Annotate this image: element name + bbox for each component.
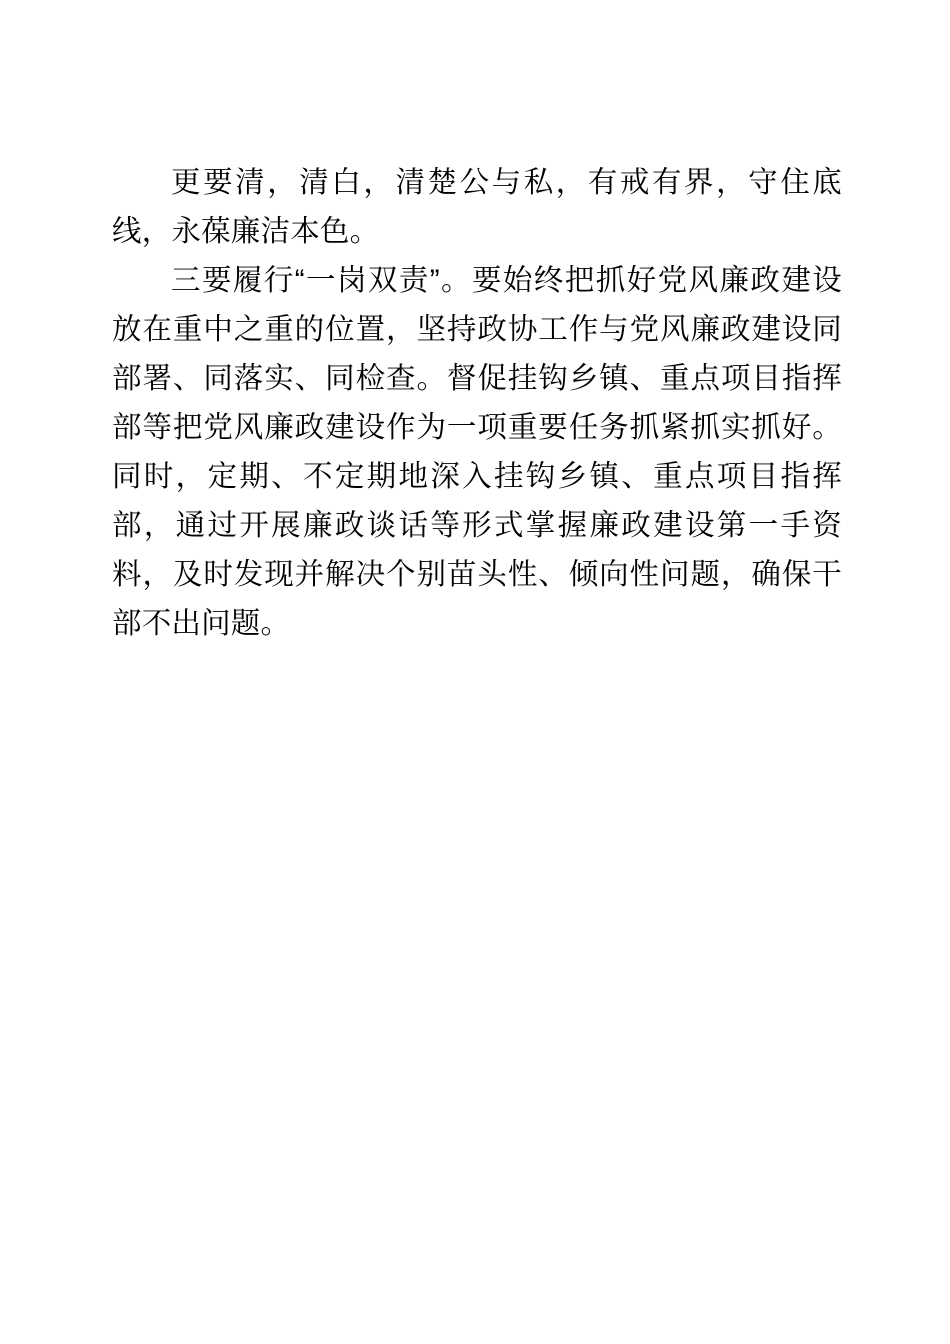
document-body	[112, 158, 842, 648]
paragraph-1: 更要清，清白，清楚公与私，有戒有界，守住底线，永葆廉洁本色。	[112, 166, 842, 248]
paragraph-2: 三要履行“一岗双责”。要始终把抓好党风廉政建设放在重中之重的位置，坚持政协工作与党风廉政建设同部署、同落实、同检查。督促挂钩乡镇、重点项目指挥部等把党风廉政建设作为一项重要任务抓紧抓实抓好。同时，定期、不定期地深入挂钩乡镇、重点项目指挥部，通过开展廉政谈话等形式掌握廉政建设第一手资料，及时发现并解决个别苗头性、倾向性问题，确保干部不出问题。	[112, 264, 842, 640]
